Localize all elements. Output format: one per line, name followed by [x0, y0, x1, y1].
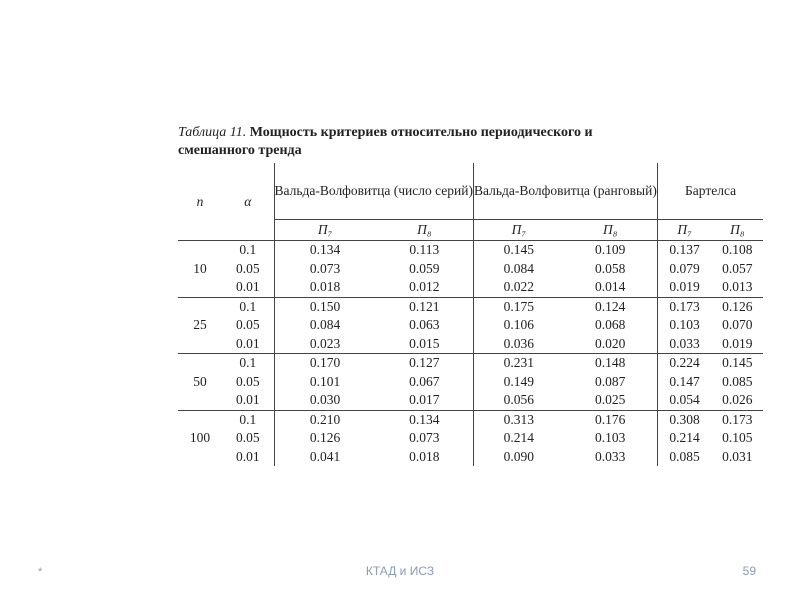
- cell-value: 0.012: [376, 278, 474, 297]
- cell-value: 0.176: [564, 410, 658, 429]
- table-row: [178, 278, 763, 297]
- cell-alpha: 0.05: [222, 260, 274, 279]
- cell-value: 0.056: [473, 391, 563, 410]
- cell-value: 0.085: [669, 448, 700, 464]
- cell-value: 0.214: [503, 430, 534, 446]
- cell-alpha: 0.05: [222, 373, 274, 392]
- cell-value: 0.313: [503, 411, 534, 427]
- cell-alpha: 0.1: [222, 241, 274, 260]
- cell-alpha: 0.01: [222, 391, 274, 410]
- cell-value: 0.124: [564, 297, 658, 316]
- cell-value: 0.103: [564, 429, 658, 448]
- cell-alpha: 0.01: [222, 278, 274, 297]
- table-row: [178, 354, 763, 373]
- table-row: [178, 241, 763, 260]
- cell-value: 0.041: [309, 448, 341, 464]
- cell-value: 0.036: [473, 335, 563, 354]
- cell-value: 0.149: [503, 373, 534, 389]
- cell-value: 0.022: [473, 278, 563, 297]
- cell-value: 0.137: [669, 242, 700, 258]
- table-row: [178, 316, 763, 335]
- cell-value: 0.054: [657, 391, 711, 410]
- cell-value: 0.145: [722, 355, 753, 371]
- cell-alpha: 0.01: [222, 448, 274, 467]
- cell-n: 100: [189, 430, 211, 446]
- header-alpha: α: [222, 163, 274, 241]
- cell-alpha: 0.1: [222, 410, 274, 429]
- cell-value: 0.018: [274, 278, 376, 297]
- cell-value: 0.073: [309, 260, 341, 276]
- caption-title: Мощность критериев относительно периодического и смешанного тренда: [178, 125, 593, 158]
- power-table: [178, 163, 763, 466]
- cell-value: 0.214: [669, 430, 700, 446]
- cell-value: 0.150: [309, 298, 341, 314]
- header-sub: П₇: [473, 220, 563, 241]
- cell-value: 0.020: [564, 335, 658, 354]
- table-row: [178, 448, 763, 467]
- cell-alpha: 0.05: [222, 316, 274, 335]
- cell-value: 0.145: [503, 242, 534, 258]
- header-sub: П₇: [657, 220, 711, 241]
- cell-value: 0.070: [722, 317, 753, 333]
- cell-value: 0.108: [722, 242, 753, 258]
- cell-value: 0.121: [376, 297, 474, 316]
- cell-value: 0.019: [657, 278, 711, 297]
- cell-value: 0.068: [564, 316, 658, 335]
- cell-value: 0.127: [376, 354, 474, 373]
- table-row: [178, 260, 763, 279]
- header-sub: П₈: [564, 220, 658, 241]
- cell-value: 0.085: [722, 373, 753, 389]
- cell-value: 0.087: [564, 373, 658, 392]
- cell-value: 0.231: [503, 355, 534, 371]
- cell-alpha: 0.05: [222, 429, 274, 448]
- cell-value: 0.015: [376, 335, 474, 354]
- header-sub: П₈: [711, 220, 763, 241]
- table-row: [178, 373, 763, 392]
- cell-value: 0.224: [669, 355, 700, 371]
- footer-marker: *: [38, 566, 43, 578]
- cell-value: 0.013: [711, 278, 763, 297]
- cell-value: 0.084: [503, 260, 534, 276]
- cell-value: 0.170: [309, 355, 341, 371]
- cell-value: 0.134: [309, 242, 341, 258]
- cell-value: 0.067: [376, 373, 474, 392]
- cell-alpha: 0.01: [222, 335, 274, 354]
- cell-value: 0.210: [309, 411, 341, 427]
- cell-value: 0.113: [376, 241, 474, 260]
- cell-value: 0.175: [503, 298, 534, 314]
- cell-n: 25: [178, 297, 222, 354]
- footer-title: КТАД и ИСЗ: [365, 564, 435, 578]
- page-number: 59: [742, 564, 756, 578]
- table-row: [178, 297, 763, 316]
- cell-value: 0.023: [274, 335, 376, 354]
- table-body: [178, 241, 763, 467]
- header-group-2: Вальда-Волфовитца (ранговый): [473, 163, 657, 220]
- cell-alpha: 0.1: [222, 297, 274, 316]
- header-sub: П₈: [376, 220, 474, 241]
- cell-value: 0.109: [564, 241, 658, 260]
- cell-value: 0.173: [669, 298, 700, 314]
- cell-value: 0.026: [711, 391, 763, 410]
- cell-value: 0.126: [722, 298, 753, 314]
- cell-value: 0.105: [722, 430, 753, 446]
- cell-value: 0.126: [309, 430, 341, 446]
- header-sub: П₇: [274, 220, 376, 241]
- cell-value: 0.308: [669, 411, 700, 427]
- cell-value: 0.030: [274, 391, 376, 410]
- cell-value: 0.106: [503, 317, 534, 333]
- cell-value: 0.090: [503, 448, 534, 464]
- table-row: [178, 429, 763, 448]
- cell-value: 0.033: [564, 448, 658, 467]
- cell-value: 0.101: [309, 373, 341, 389]
- cell-value: 0.057: [722, 260, 753, 276]
- caption-label: Таблица 11.: [178, 125, 247, 140]
- header-group-3: Бартелса: [685, 183, 737, 198]
- cell-value: 0.173: [722, 411, 753, 427]
- cell-value: 0.103: [669, 317, 700, 333]
- cell-value: 0.079: [669, 260, 700, 276]
- cell-value: 0.025: [564, 391, 658, 410]
- cell-value: 0.014: [564, 278, 658, 297]
- table-caption: [178, 124, 648, 160]
- cell-n: 10: [178, 241, 222, 298]
- cell-value: 0.018: [376, 448, 474, 467]
- cell-value: 0.084: [309, 317, 341, 333]
- table-row: [178, 391, 763, 410]
- header-group-1: Вальда-Волфовитца (число серий): [274, 163, 473, 220]
- cell-value: 0.147: [669, 373, 700, 389]
- cell-value: 0.148: [564, 354, 658, 373]
- cell-value: 0.134: [376, 410, 474, 429]
- cell-n: 50: [178, 354, 222, 411]
- cell-value: 0.017: [376, 391, 474, 410]
- header-n: n: [178, 163, 222, 241]
- cell-value: 0.059: [376, 260, 474, 279]
- cell-value: 0.063: [376, 316, 474, 335]
- cell-value: 0.058: [564, 260, 658, 279]
- cell-alpha: 0.1: [222, 354, 274, 373]
- table-row: [178, 335, 763, 354]
- cell-value: 0.033: [657, 335, 711, 354]
- cell-value: 0.031: [722, 448, 753, 464]
- cell-value: 0.019: [711, 335, 763, 354]
- table-row: [178, 410, 763, 429]
- cell-value: 0.073: [376, 429, 474, 448]
